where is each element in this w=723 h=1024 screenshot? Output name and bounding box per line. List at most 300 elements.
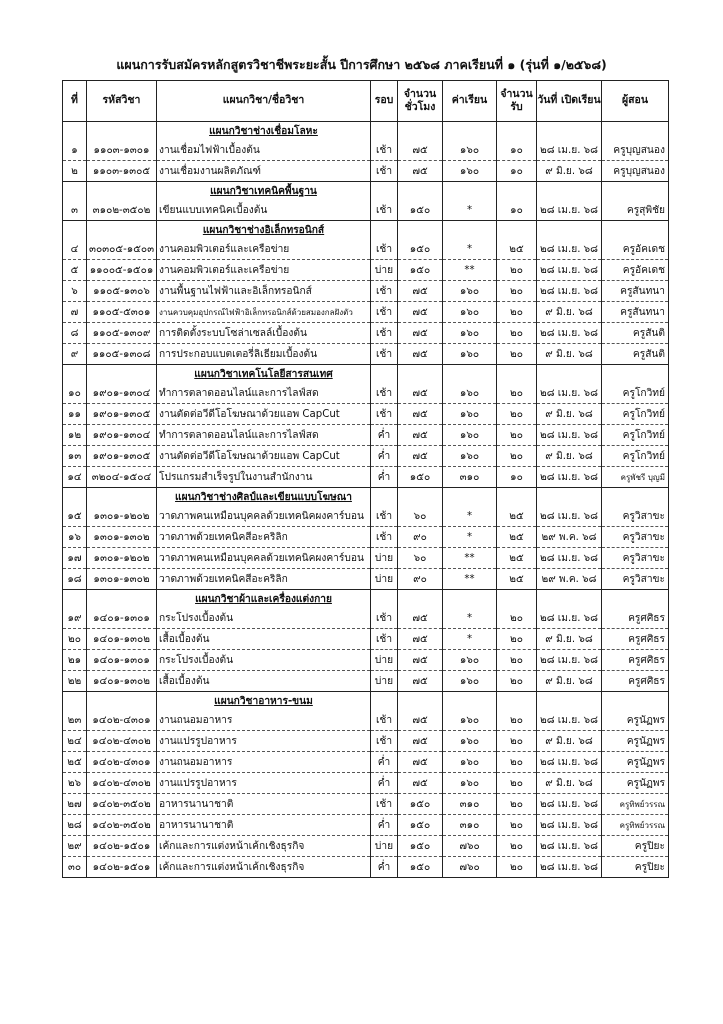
hours: ๗๕	[398, 281, 443, 302]
start-date: ๙ มิ.ย. ๖๘	[537, 404, 602, 425]
empty-cell	[63, 365, 87, 384]
table-row	[63, 281, 669, 302]
session: เช้า	[371, 323, 398, 344]
empty-cell	[537, 122, 602, 141]
empty-cell	[371, 182, 398, 201]
hours: ๗๕	[398, 650, 443, 671]
instructor: ครูทิพย์วรรณ	[602, 815, 669, 836]
course-name: วาดภาพคนเหมือนบุคคลด้วยเทคนิคผงคาร์บอน	[157, 548, 371, 569]
instructor: ครูโกวิทย์	[602, 425, 669, 446]
session: บ่าย	[371, 569, 398, 590]
table-row	[63, 629, 669, 650]
col-header-seats: จำนวน รับ	[497, 81, 537, 122]
empty-cell	[87, 221, 157, 240]
hours: ๑๕๐	[398, 467, 443, 488]
seats: ๒๐	[497, 260, 537, 281]
course-name: ทำการตลาดออนไลน์และการไลฟ์สด	[157, 383, 371, 404]
start-date: ๒๘ เม.ย. ๖๘	[537, 239, 602, 260]
start-date: ๒๘ เม.ย. ๖๘	[537, 260, 602, 281]
instructor: ครูวิสาขะ	[602, 506, 669, 527]
seats: ๒๐	[497, 671, 537, 692]
instructor: ครูโกวิทย์	[602, 404, 669, 425]
instructor: ครูอัคเดช	[602, 260, 669, 281]
course-code: ๑๙๐๑-๑๓๐๔	[87, 425, 157, 446]
fee: *	[443, 527, 497, 548]
table-row	[63, 815, 669, 836]
department-header-row	[63, 488, 669, 507]
empty-cell	[398, 488, 443, 507]
empty-cell	[371, 221, 398, 240]
instructor: ครูวิสาขะ	[602, 548, 669, 569]
session: เช้า	[371, 731, 398, 752]
row-number: ๓๐	[63, 857, 87, 878]
department-name: แผนกวิชาผ้าและเครื่องแต่งกาย	[157, 590, 371, 609]
table-row	[63, 404, 669, 425]
table-row	[63, 608, 669, 629]
course-name: กระโปรงเบื้องต้น	[157, 650, 371, 671]
hours: ๗๕	[398, 731, 443, 752]
empty-cell	[63, 182, 87, 201]
fee: ๑๖๐	[443, 302, 497, 323]
hours: ๖๐	[398, 548, 443, 569]
seats: ๒๐	[497, 794, 537, 815]
course-name: โปรแกรมสำเร็จรูปในงานสำนักงาน	[157, 467, 371, 488]
instructor: ครูนัฏพร	[602, 773, 669, 794]
col-header-hours: จำนวน ชั่วโมง	[398, 81, 443, 122]
department-header-row	[63, 221, 669, 240]
empty-cell	[497, 365, 537, 384]
course-name: กระโปรงเบื้องต้น	[157, 608, 371, 629]
course-code: ๓๑๐๒-๓๕๐๒	[87, 200, 157, 221]
fee: ๗๖๐	[443, 836, 497, 857]
session: เช้า	[371, 710, 398, 731]
table-header-row	[63, 81, 669, 122]
hours: ๗๕	[398, 710, 443, 731]
session: เช้า	[371, 527, 398, 548]
empty-cell	[63, 221, 87, 240]
seats: ๒๕	[497, 239, 537, 260]
session: เช้า	[371, 404, 398, 425]
table-row	[63, 794, 669, 815]
hours: ๑๕๐	[398, 239, 443, 260]
course-name: วาดภาพด้วยเทคนิคสีอะคริลิก	[157, 569, 371, 590]
row-number: ๒๕	[63, 752, 87, 773]
instructor: ครูศศิธร	[602, 671, 669, 692]
instructor: ครูบุญสนอง	[602, 161, 669, 182]
fee: ๑๖๐	[443, 161, 497, 182]
empty-cell	[497, 221, 537, 240]
course-code: ๑๙๐๑-๑๓๐๕	[87, 404, 157, 425]
fee: *	[443, 239, 497, 260]
instructor: ครูบุญสนอง	[602, 140, 669, 161]
empty-cell	[87, 692, 157, 711]
fee: ๑๖๐	[443, 731, 497, 752]
row-number: ๒๒	[63, 671, 87, 692]
start-date: ๙ มิ.ย. ๖๘	[537, 446, 602, 467]
seats: ๒๐	[497, 446, 537, 467]
start-date: ๒๘ เม.ย. ๖๘	[537, 752, 602, 773]
course-code: ๑๙๐๑-๑๓๐๔	[87, 383, 157, 404]
instructor: ครูศศิธร	[602, 608, 669, 629]
course-code: ๓๒๐๔-๑๕๐๔	[87, 467, 157, 488]
course-code: ๑๔๐๑-๑๓๐๒	[87, 671, 157, 692]
course-code: ๑๑๐๕-๑๓๐๖	[87, 281, 157, 302]
session: เช้า	[371, 344, 398, 365]
hours: ๑๕๐	[398, 836, 443, 857]
seats: ๒๐	[497, 629, 537, 650]
row-number: ๑๓	[63, 446, 87, 467]
session: เช้า	[371, 506, 398, 527]
seats: ๒๐	[497, 323, 537, 344]
empty-cell	[398, 365, 443, 384]
start-date: ๒๘ เม.ย. ๖๘	[537, 836, 602, 857]
empty-cell	[537, 488, 602, 507]
empty-cell	[443, 692, 497, 711]
row-number: ๒๓	[63, 710, 87, 731]
row-number: ๒๔	[63, 731, 87, 752]
session: บ่าย	[371, 650, 398, 671]
fee: ๓๑๐	[443, 815, 497, 836]
seats: ๒๐	[497, 404, 537, 425]
row-number: ๑๔	[63, 467, 87, 488]
seats: ๒๐	[497, 650, 537, 671]
empty-cell	[443, 590, 497, 609]
empty-cell	[537, 221, 602, 240]
seats: ๒๕	[497, 569, 537, 590]
seats: ๒๐	[497, 836, 537, 857]
row-number: ๑๙	[63, 608, 87, 629]
seats: ๑๐	[497, 161, 537, 182]
course-name: เค้กและการแต่งหน้าเค้กเชิงธุรกิจ	[157, 857, 371, 878]
course-code: ๑๑๐๕-๕๓๐๑	[87, 302, 157, 323]
row-number: ๗	[63, 302, 87, 323]
empty-cell	[497, 488, 537, 507]
empty-cell	[63, 590, 87, 609]
start-date: ๒๘ เม.ย. ๖๘	[537, 281, 602, 302]
seats: ๒๐	[497, 773, 537, 794]
instructor: ครูสุพิชัย	[602, 200, 669, 221]
instructor: ครูโกวิทย์	[602, 383, 669, 404]
row-number: ๑๗	[63, 548, 87, 569]
instructor: ครูนัฏพร	[602, 710, 669, 731]
course-name: งานคอมพิวเตอร์และเครือข่าย	[157, 260, 371, 281]
course-name: เขียนแบบเทคนิคเบื้องต้น	[157, 200, 371, 221]
row-number: ๒๑	[63, 650, 87, 671]
table-row	[63, 506, 669, 527]
empty-cell	[443, 488, 497, 507]
fee: ๑๖๐	[443, 650, 497, 671]
course-code: ๑๑๐๓-๑๓๐๑	[87, 140, 157, 161]
hours: ๑๕๐	[398, 857, 443, 878]
course-code: ๑๔๐๒-๔๓๐๑	[87, 752, 157, 773]
row-number: ๒๗	[63, 794, 87, 815]
course-code: ๑๔๐๒-๔๓๐๑	[87, 710, 157, 731]
empty-cell	[602, 182, 669, 201]
instructor: ครูสันทนา	[602, 302, 669, 323]
session: ค่ำ	[371, 752, 398, 773]
session: เช้า	[371, 161, 398, 182]
session: ค่ำ	[371, 857, 398, 878]
instructor: ครูทิพย์วรรณ	[602, 794, 669, 815]
hours: ๗๕	[398, 383, 443, 404]
fee: *	[443, 200, 497, 221]
seats: ๒๐	[497, 344, 537, 365]
instructor: ครูนัฏพร	[602, 731, 669, 752]
hours: ๑๕๐	[398, 200, 443, 221]
start-date: ๒๘ เม.ย. ๖๘	[537, 857, 602, 878]
start-date: ๒๙ พ.ค. ๖๘	[537, 569, 602, 590]
start-date: ๙ มิ.ย. ๖๘	[537, 671, 602, 692]
instructor: ครูพัชรี บุญมี	[602, 467, 669, 488]
fee: ๑๖๐	[443, 281, 497, 302]
department-header-row	[63, 122, 669, 141]
session: เช้า	[371, 302, 398, 323]
course-name: งานแปรรูปอาหาร	[157, 731, 371, 752]
empty-cell	[443, 122, 497, 141]
course-code: ๑๔๐๒-๑๕๐๑	[87, 836, 157, 857]
course-name: ทำการตลาดออนไลน์และการไลฟ์สด	[157, 425, 371, 446]
course-name: งานคอมพิวเตอร์และเครือข่าย	[157, 239, 371, 260]
course-name: เค้กและการแต่งหน้าเค้กเชิงธุรกิจ	[157, 836, 371, 857]
fee: *	[443, 506, 497, 527]
session: เช้า	[371, 383, 398, 404]
row-number: ๘	[63, 323, 87, 344]
row-number: ๒๘	[63, 815, 87, 836]
col-header-code: รหัสวิชา	[87, 81, 157, 122]
start-date: ๒๘ เม.ย. ๖๘	[537, 815, 602, 836]
start-date: ๒๘ เม.ย. ๖๘	[537, 323, 602, 344]
row-number: ๒๐	[63, 629, 87, 650]
empty-cell	[602, 365, 669, 384]
fee: ๓๑๐	[443, 794, 497, 815]
start-date: ๙ มิ.ย. ๖๘	[537, 161, 602, 182]
fee: **	[443, 260, 497, 281]
course-code: ๑๑๐๕-๑๓๐๙	[87, 323, 157, 344]
hours: ๗๕	[398, 140, 443, 161]
table-row	[63, 710, 669, 731]
session: เช้า	[371, 794, 398, 815]
fee: ๑๖๐	[443, 710, 497, 731]
empty-cell	[398, 692, 443, 711]
empty-cell	[398, 221, 443, 240]
fee: ๑๖๐	[443, 446, 497, 467]
empty-cell	[443, 221, 497, 240]
table-row	[63, 425, 669, 446]
course-name: วาดภาพคนเหมือนบุคคลด้วยเทคนิคผงคาร์บอน	[157, 506, 371, 527]
start-date: ๙ มิ.ย. ๖๘	[537, 773, 602, 794]
department-name: แผนกวิชาเทคนิคพื้นฐาน	[157, 182, 371, 201]
course-code: ๑๙๐๑-๑๓๐๕	[87, 446, 157, 467]
course-name: งานถนอมอาหาร	[157, 752, 371, 773]
start-date: ๒๘ เม.ย. ๖๘	[537, 506, 602, 527]
start-date: ๒๘ เม.ย. ๖๘	[537, 650, 602, 671]
session: ค่ำ	[371, 425, 398, 446]
course-name: งานตัดต่อวีดีโอโฆษณาด้วยแอพ CapCut	[157, 404, 371, 425]
col-header-fee: ค่าเรียน	[443, 81, 497, 122]
course-code: ๑๔๐๒-๓๕๐๒	[87, 794, 157, 815]
hours: ๗๕	[398, 425, 443, 446]
table-row	[63, 731, 669, 752]
hours: ๑๕๐	[398, 794, 443, 815]
hours: ๗๕	[398, 344, 443, 365]
instructor: ครูวิสาขะ	[602, 569, 669, 590]
fee: ๑๖๐	[443, 425, 497, 446]
col-header-session: รอบ	[371, 81, 398, 122]
course-code: ๑๔๐๑-๑๓๐๒	[87, 629, 157, 650]
empty-cell	[602, 488, 669, 507]
table-row	[63, 527, 669, 548]
seats: ๒๐	[497, 608, 537, 629]
row-number: ๑๕	[63, 506, 87, 527]
session: ค่ำ	[371, 467, 398, 488]
department-header-row	[63, 182, 669, 201]
enrollment-table	[62, 80, 669, 878]
fee: ๑๖๐	[443, 752, 497, 773]
row-number: ๙	[63, 344, 87, 365]
session: ค่ำ	[371, 446, 398, 467]
row-number: ๓	[63, 200, 87, 221]
col-header-course: แผนกวิชา/ชื่อวิชา	[157, 81, 371, 122]
course-name: อาหารนานาชาติ	[157, 815, 371, 836]
session: เช้า	[371, 608, 398, 629]
empty-cell	[602, 221, 669, 240]
instructor: ครูศศิธร	[602, 629, 669, 650]
row-number: ๑๐	[63, 383, 87, 404]
empty-cell	[87, 182, 157, 201]
course-name: เสื้อเบื้องต้น	[157, 629, 371, 650]
course-code: ๑๔๐๑-๑๓๐๑	[87, 650, 157, 671]
empty-cell	[371, 488, 398, 507]
course-name: การประกอบแบตเตอรี่ลิเธียมเบื้องต้น	[157, 344, 371, 365]
page-title: แผนการรับสมัครหลักสูตรวิชาชีพระยะสั้น ปีการศึกษา ๒๕๖๘ ภาคเรียนที่ ๑ (รุ่นที่ ๑/๒๕๖๘)	[116, 57, 607, 72]
empty-cell	[398, 122, 443, 141]
department-name: แผนกวิชาช่างศิลป์และเขียนแบบโฆษณา	[157, 488, 371, 507]
course-name: งานพื้นฐานไฟฟ้าและอิเล็กทรอนิกส์	[157, 281, 371, 302]
table-row	[63, 161, 669, 182]
hours: ๗๕	[398, 752, 443, 773]
table-row	[63, 239, 669, 260]
course-code: ๑๔๐๒-๓๕๐๒	[87, 815, 157, 836]
session: บ่าย	[371, 260, 398, 281]
hours: ๖๐	[398, 506, 443, 527]
session: เช้า	[371, 281, 398, 302]
seats: ๒๐	[497, 731, 537, 752]
empty-cell	[398, 182, 443, 201]
row-number: ๑๒	[63, 425, 87, 446]
seats: ๒๐	[497, 857, 537, 878]
department-header-row	[63, 590, 669, 609]
start-date: ๒๘ เม.ย. ๖๘	[537, 467, 602, 488]
course-code: ๑๓๐๑-๑๓๐๒	[87, 527, 157, 548]
seats: ๒๐	[497, 383, 537, 404]
empty-cell	[537, 182, 602, 201]
course-code: ๑๓๐๑-๑๒๐๒	[87, 548, 157, 569]
start-date: ๒๘ เม.ย. ๖๘	[537, 140, 602, 161]
start-date: ๒๘ เม.ย. ๖๘	[537, 608, 602, 629]
table-row	[63, 569, 669, 590]
start-date: ๒๘ เม.ย. ๖๘	[537, 383, 602, 404]
department-name: แผนกวิชาช่างเชื่อมโลหะ	[157, 122, 371, 141]
empty-cell	[537, 365, 602, 384]
session: ค่ำ	[371, 773, 398, 794]
empty-cell	[497, 692, 537, 711]
empty-cell	[87, 590, 157, 609]
table-row	[63, 836, 669, 857]
instructor: ครูสันติ	[602, 344, 669, 365]
hours: ๑๕๐	[398, 260, 443, 281]
hours: ๗๕	[398, 323, 443, 344]
seats: ๒๐	[497, 752, 537, 773]
fee: ๓๑๐	[443, 467, 497, 488]
empty-cell	[537, 590, 602, 609]
hours: ๗๕	[398, 608, 443, 629]
hours: ๗๕	[398, 161, 443, 182]
department-header-row	[63, 692, 669, 711]
row-number: ๑๘	[63, 569, 87, 590]
table-row	[63, 467, 669, 488]
instructor: ครูปิยะ	[602, 857, 669, 878]
course-name: งานเชื่อมงานผลิตภัณฑ์	[157, 161, 371, 182]
empty-cell	[87, 365, 157, 384]
empty-cell	[443, 182, 497, 201]
table-row	[63, 650, 669, 671]
hours: ๗๕	[398, 773, 443, 794]
seats: ๑๐	[497, 200, 537, 221]
start-date: ๙ มิ.ย. ๖๘	[537, 629, 602, 650]
department-name: แผนกวิชาช่างอิเล็กทรอนิกส์	[157, 221, 371, 240]
row-number: ๒๙	[63, 836, 87, 857]
seats: ๑๐	[497, 140, 537, 161]
hours: ๗๕	[398, 302, 443, 323]
fee: ๑๖๐	[443, 323, 497, 344]
empty-cell	[63, 122, 87, 141]
session: บ่าย	[371, 671, 398, 692]
fee: ๗๖๐	[443, 857, 497, 878]
instructor: ครูโกวิทย์	[602, 446, 669, 467]
seats: ๒๐	[497, 425, 537, 446]
empty-cell	[87, 488, 157, 507]
row-number: ๑๖	[63, 527, 87, 548]
seats: ๒๐	[497, 302, 537, 323]
empty-cell	[602, 692, 669, 711]
session: บ่าย	[371, 836, 398, 857]
empty-cell	[602, 590, 669, 609]
table-row	[63, 773, 669, 794]
col-header-start-date: วันที่ เปิดเรียน	[537, 81, 602, 122]
session: เช้า	[371, 200, 398, 221]
course-code: ๑๔๐๒-๔๓๐๒	[87, 731, 157, 752]
empty-cell	[63, 692, 87, 711]
session: เช้า	[371, 629, 398, 650]
instructor: ครูอัคเดช	[602, 239, 669, 260]
fee: ๑๖๐	[443, 773, 497, 794]
row-number: ๑๑	[63, 404, 87, 425]
course-code: ๑๑๐๕-๑๓๐๘	[87, 344, 157, 365]
fee: ๑๖๐	[443, 344, 497, 365]
fee: ๑๖๐	[443, 140, 497, 161]
table-row	[63, 671, 669, 692]
row-number: ๖	[63, 281, 87, 302]
empty-cell	[602, 122, 669, 141]
course-name: งานตัดต่อวีดีโอโฆษณาด้วยแอพ CapCut	[157, 446, 371, 467]
row-number: ๑	[63, 140, 87, 161]
course-code: ๑๓๐๑-๑๒๐๒	[87, 506, 157, 527]
fee: **	[443, 569, 497, 590]
start-date: ๒๘ เม.ย. ๖๘	[537, 794, 602, 815]
instructor: ครูศศิธร	[602, 650, 669, 671]
empty-cell	[443, 365, 497, 384]
course-code: ๑๔๐๑-๑๓๐๑	[87, 608, 157, 629]
